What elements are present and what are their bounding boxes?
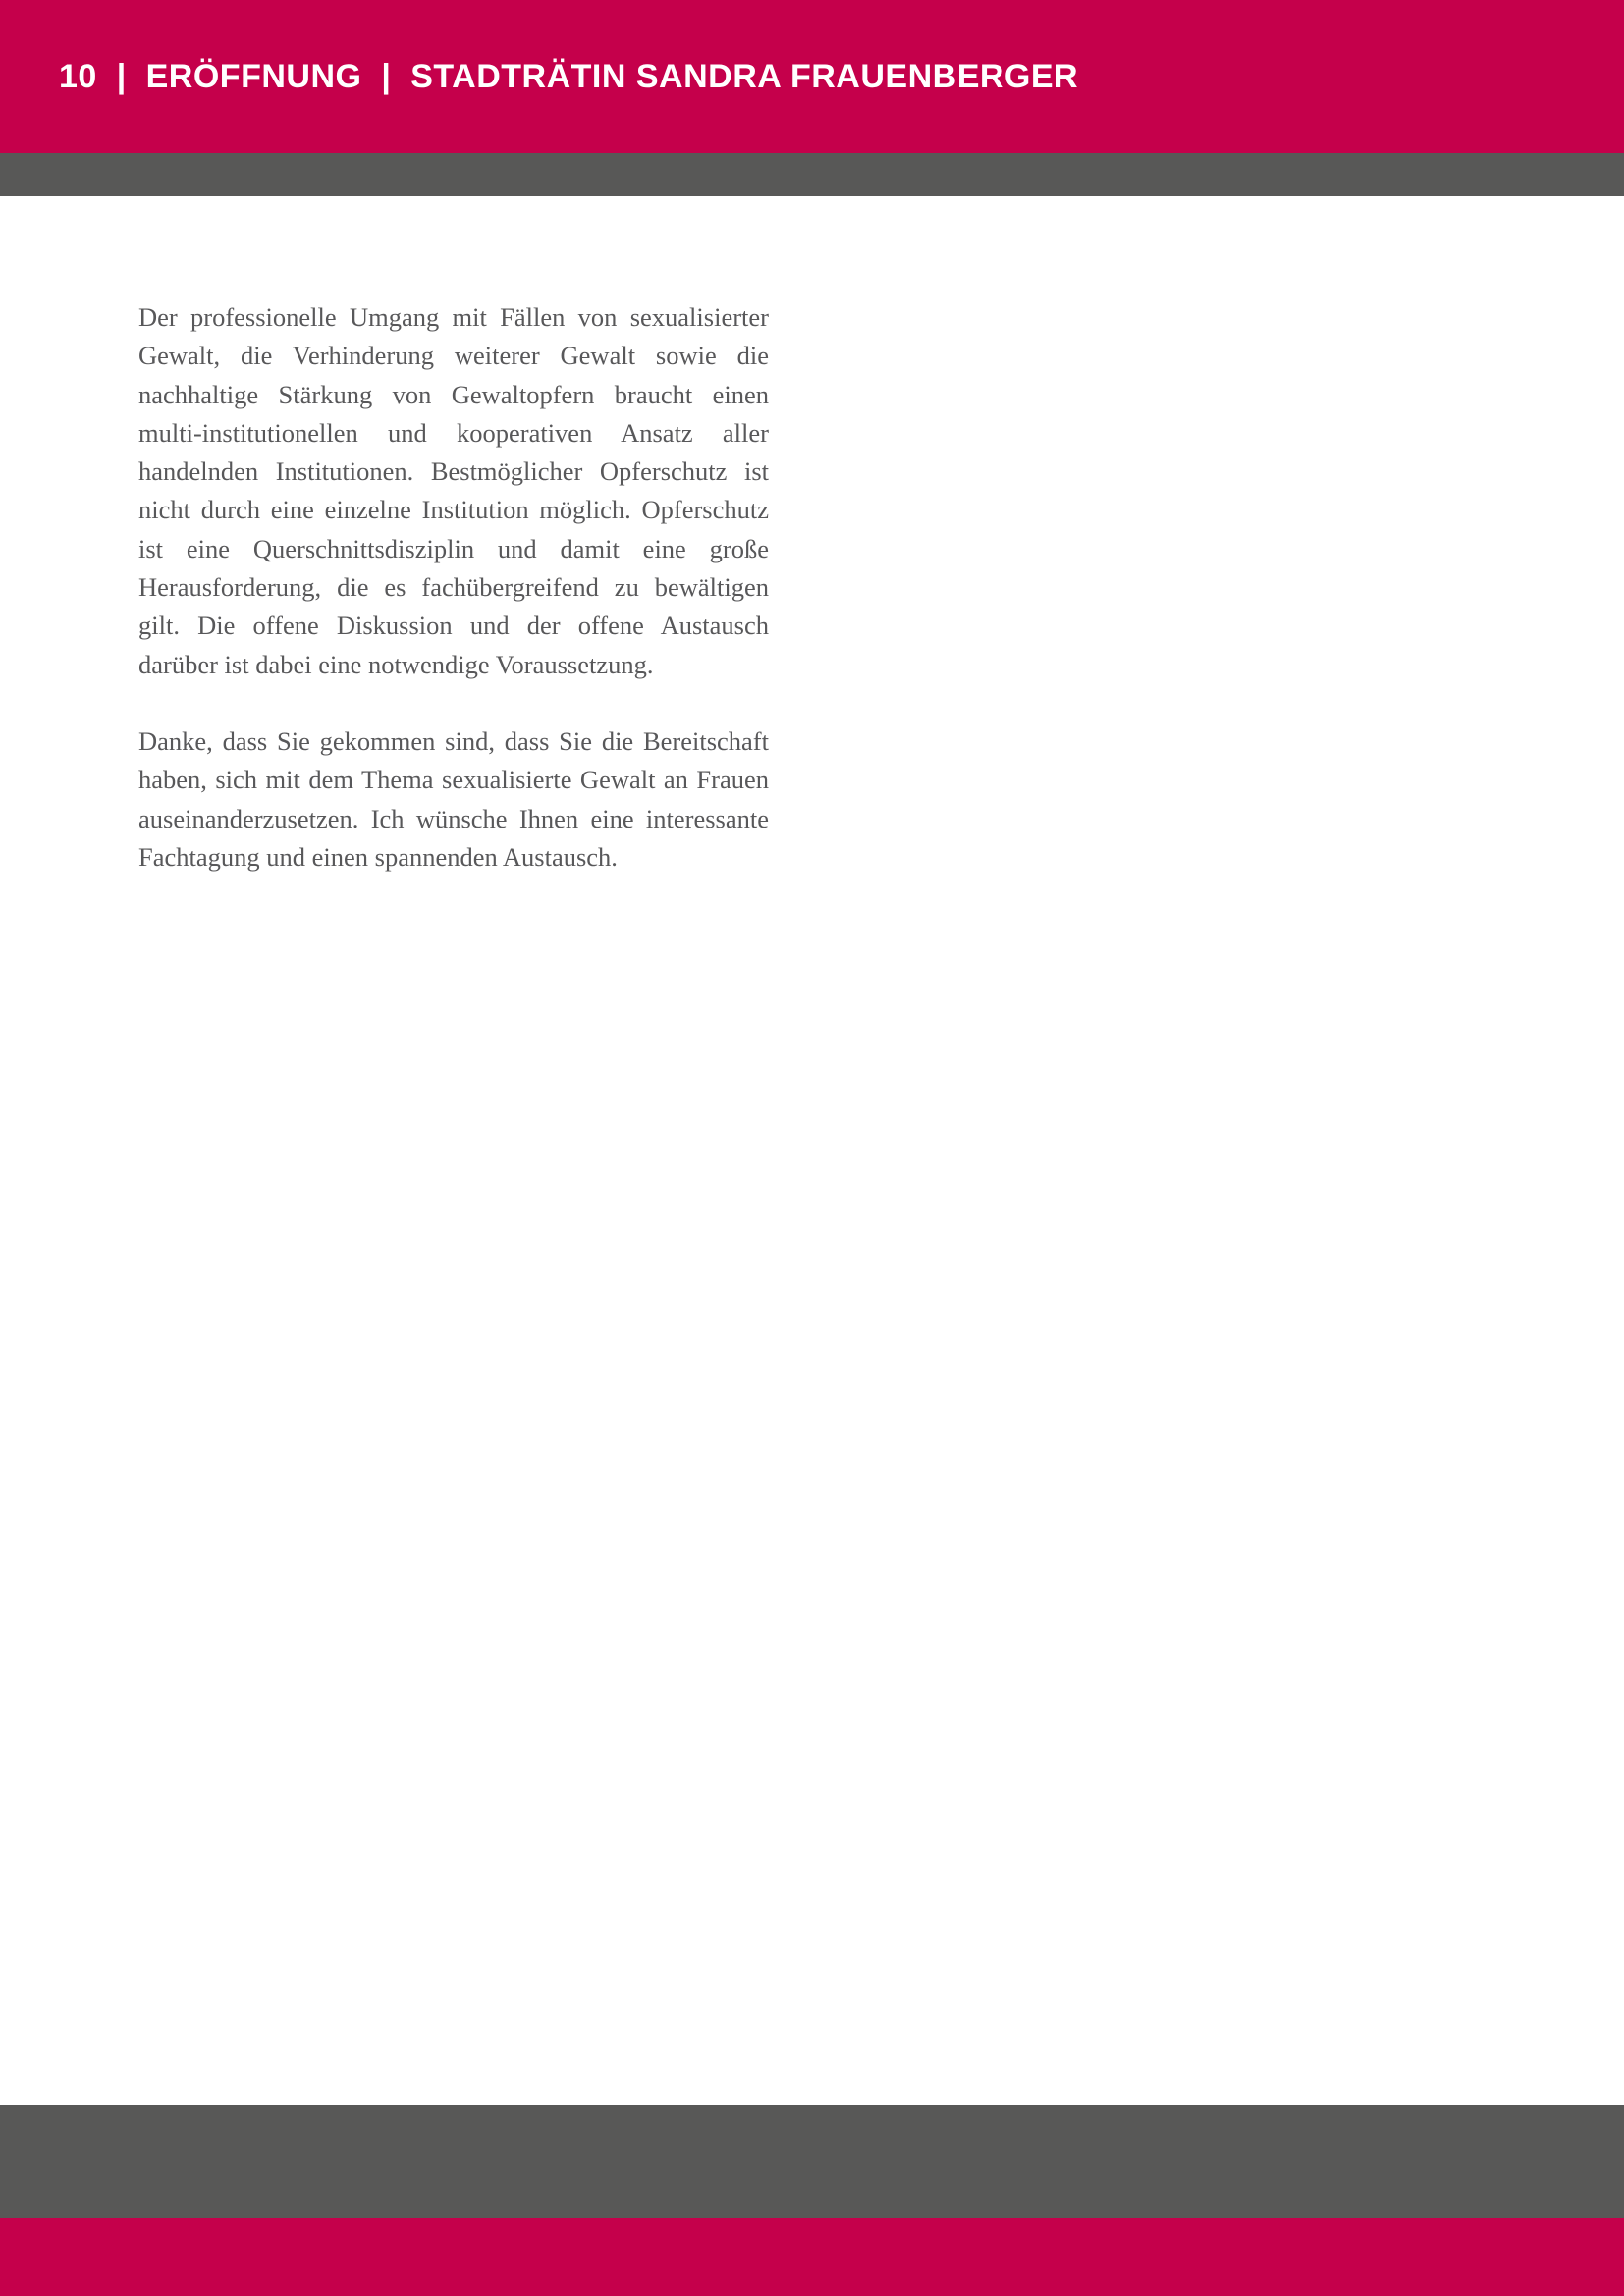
body-text [138, 298, 769, 915]
body-paragraph-2: Danke, dass Sie gekommen sind, dass Sie die Bereitschaft haben, sich mit dem Thema sexualisierte Gewalt an Frauen auseinanderzusetzen. Ich wünsche Ihnen eine interessante Fachtagung und einen spannenden Austausch. [138, 725, 769, 872]
footer-stripe [0, 2105, 1624, 2218]
header-stripe [0, 153, 1624, 196]
body-paragraph-1: Der professionelle Umgang mit Fällen von sexualisierter Gewalt, die Verhinderung weiterer Gewalt sowie die nachhaltige Stärkung von Gewaltopfern braucht einen multi-institutionellen und kooperativen Ansatz aller handelnden Institutionen. Bestmöglicher Opferschutz ist nicht durch eine einzelne Institution möglich. Opferschutz ist eine Querschnittsdisziplin und damit eine große Herausforderung, die es fachübergreifend zu bewältigen gilt. Die offene Diskussion und der offene Austausch darüber ist dabei eine notwendige Voraussetzung. [138, 302, 769, 679]
header-band [0, 0, 1624, 153]
footer-band [0, 2218, 1624, 2296]
page-header-title: 10 | ERÖFFNUNG | STADTRÄTIN SANDRA FRAUENBERGER [59, 58, 1079, 95]
